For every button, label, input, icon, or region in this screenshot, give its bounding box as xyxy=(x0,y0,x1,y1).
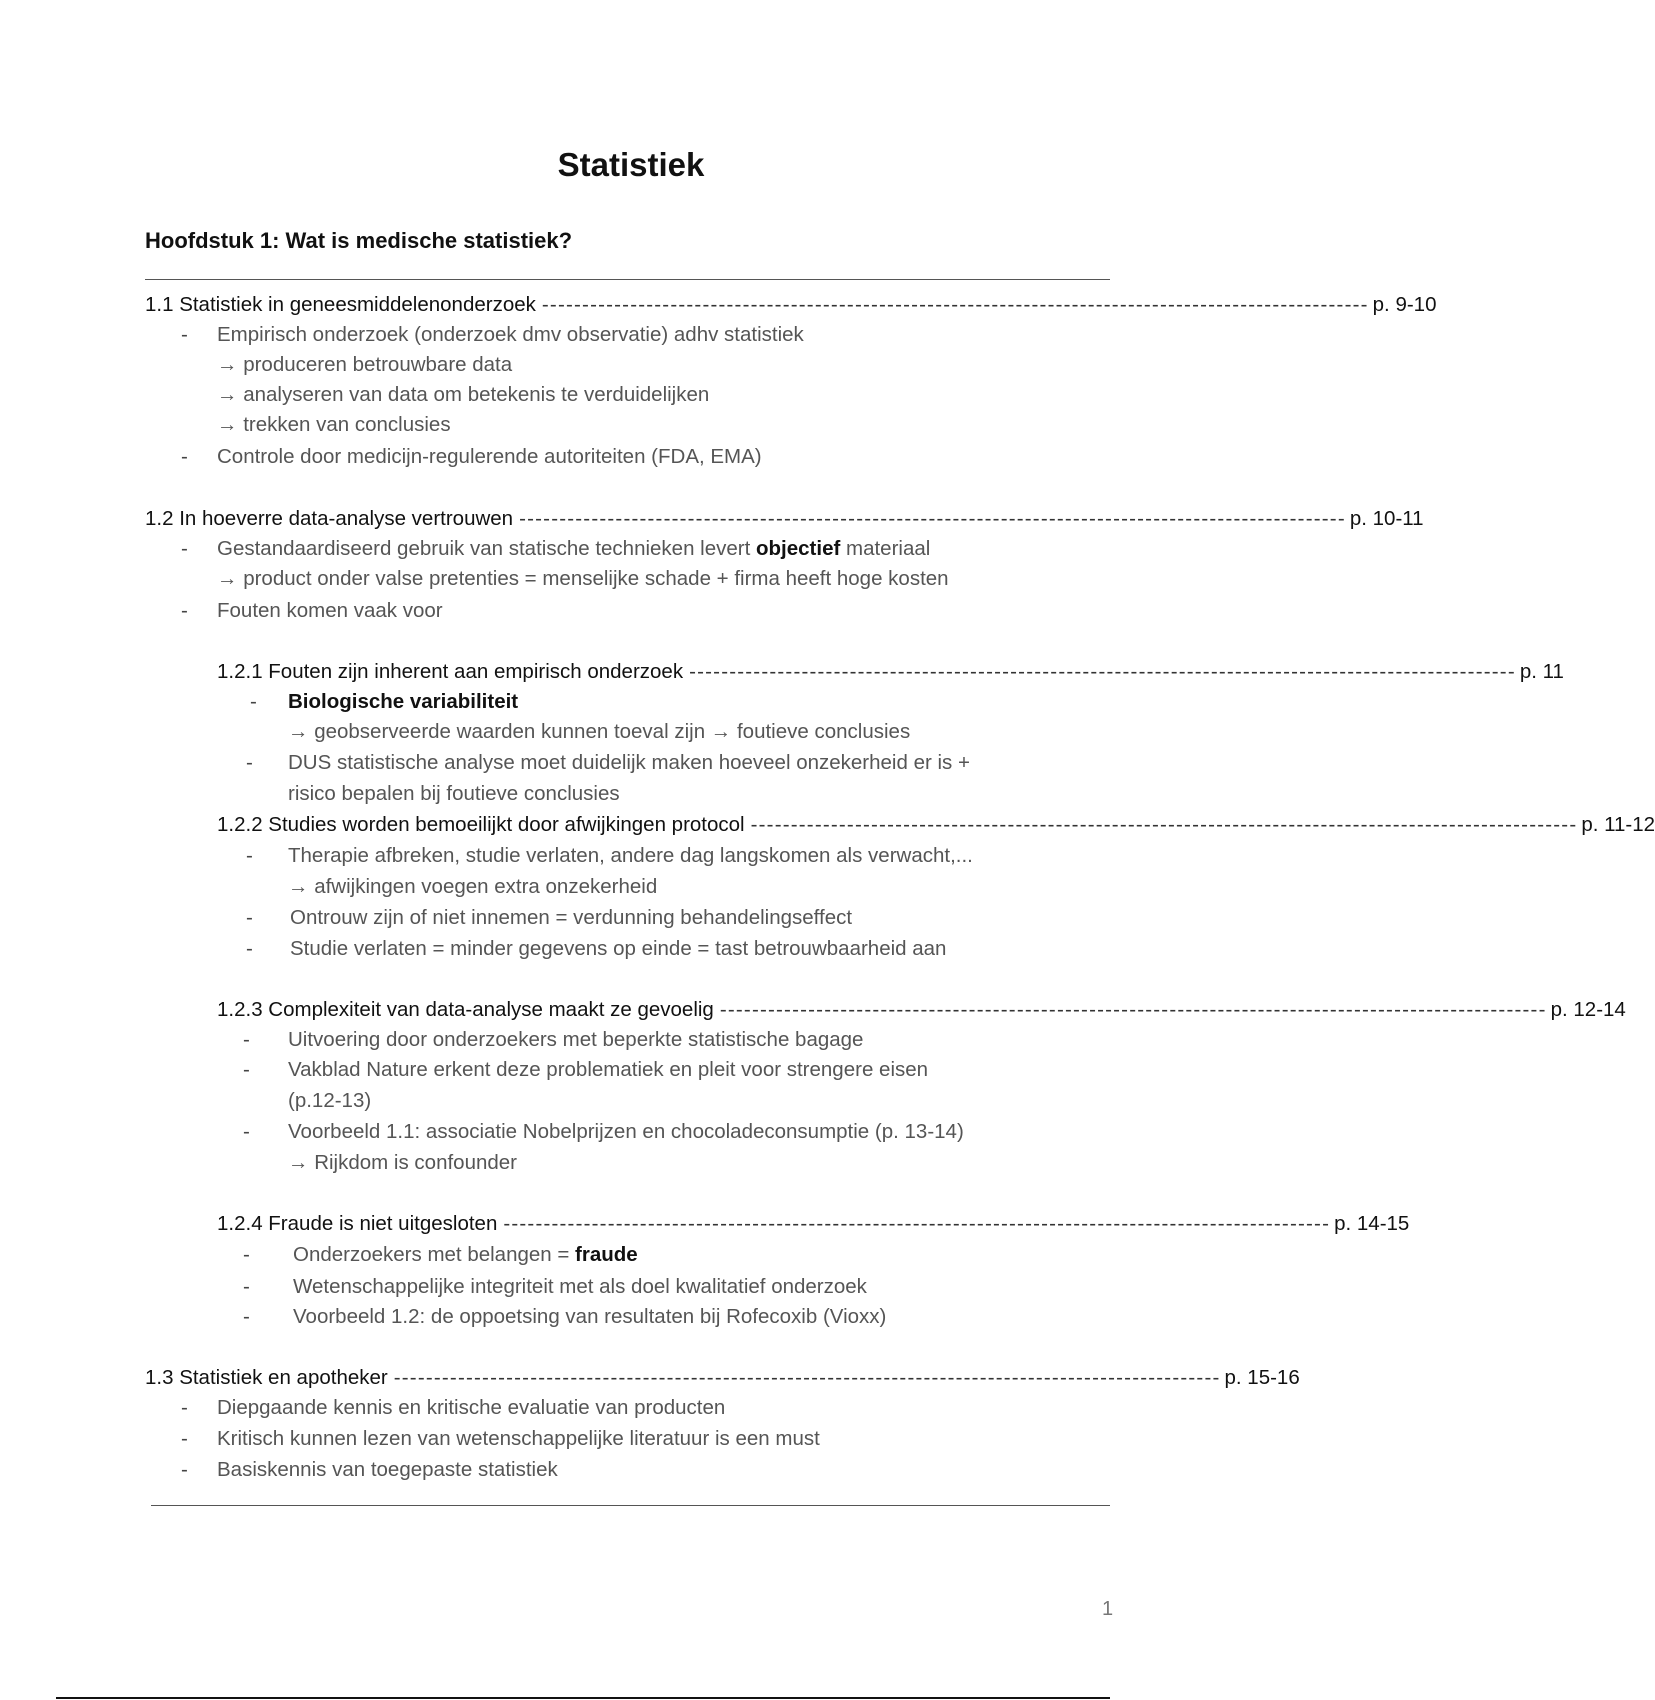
bullet-dash: - xyxy=(243,1120,250,1143)
bullet-dash: - xyxy=(181,1427,188,1450)
section-1-2-heading xyxy=(145,505,1424,533)
bullet-dash: - xyxy=(181,445,188,468)
page-bottom-edge xyxy=(56,1697,1110,1699)
leader-dots: ------------------------------------------------------------------------------------------------------- xyxy=(503,1212,1331,1235)
text-run: materiaal xyxy=(840,537,931,560)
bullet-dash: - xyxy=(246,937,253,960)
list-item: DUS statistische analyse moet duidelijk maken hoeveel onzekerheid er is + xyxy=(288,751,970,774)
section-1-2-1-page: p. 11 xyxy=(1519,660,1564,683)
bullet-dash: - xyxy=(243,1243,250,1266)
bullet-dash: - xyxy=(243,1058,250,1081)
bullet-dash: - xyxy=(181,537,188,560)
page-title: Statistiek xyxy=(557,146,705,183)
bullet-dash: - xyxy=(181,1458,188,1481)
section-1-2-1-title: 1.2.1 Fouten zijn inherent aan empirisch onderzoek xyxy=(217,660,684,683)
bullet-dash: - xyxy=(181,1396,188,1419)
chapter-heading: Hoofdstuk 1: Wat is medische statistiek? xyxy=(145,228,573,253)
list-item: Uitvoering door onderzoekers met beperkte statistische bagage xyxy=(288,1028,864,1051)
section-1-2-2-title: 1.2.2 Studies worden bemoeilijkt door afwijkingen protocol xyxy=(217,813,745,836)
bullet-dash: - xyxy=(246,906,253,929)
section-1-2-page: p. 10-11 xyxy=(1349,507,1424,530)
section-1-2-4-page: p. 14-15 xyxy=(1334,1212,1410,1235)
bullet-dash: - xyxy=(243,1305,250,1328)
leader-dots: ------------------------------------------------------------------------------------------------------- xyxy=(393,1366,1221,1389)
text-run: Onderzoekers met belangen = xyxy=(293,1243,576,1266)
list-item: → product onder valse pretenties = menselijke schade + firma heeft hoge kosten xyxy=(217,567,949,590)
emphasis-fraude: fraude xyxy=(575,1243,638,1266)
list-item: → analyseren van data om betekenis te verduidelijken xyxy=(217,383,710,406)
page-number: 1 xyxy=(1102,1598,1114,1620)
section-1-3-heading xyxy=(145,1364,1300,1392)
list-item: Therapie afbreken, studie verlaten, andere dag langskomen als verwacht,... xyxy=(288,844,973,867)
bullet-dash: - xyxy=(181,599,188,622)
section-1-2-2-heading xyxy=(217,811,1655,839)
section-1-2-4-heading xyxy=(217,1210,1410,1238)
bullet-dash: - xyxy=(250,690,257,713)
list-item: → trekken van conclusies xyxy=(217,413,451,436)
list-item: (p.12-13) xyxy=(288,1089,372,1112)
section-1-2-2-page: p. 11-12 xyxy=(1581,813,1655,836)
list-item: risico bepalen bij foutieve conclusies xyxy=(288,782,620,805)
list-item xyxy=(293,1241,638,1269)
bullet-dash: - xyxy=(243,1275,250,1298)
section-1-3-page: p. 15-16 xyxy=(1224,1366,1300,1389)
leader-dots: ------------------------------------------------------------------------------------------------------- xyxy=(519,507,1346,530)
bullet-dash: - xyxy=(243,1028,250,1051)
list-item: Studie verlaten = minder gegevens op einde = tast betrouwbaarheid aan xyxy=(290,937,947,960)
list-item: Voorbeeld 1.2: de oppoetsing van resultaten bij Rofecoxib (Vioxx) xyxy=(293,1305,887,1328)
list-item: Ontrouw zijn of niet innemen = verdunning behandelingseffect xyxy=(290,906,853,929)
list-item: Diepgaande kennis en kritische evaluatie van producten xyxy=(217,1396,726,1419)
leader-dots: ------------------------------------------------------------------------------------------------------- xyxy=(541,293,1369,316)
leader-dots: ------------------------------------------------------------------------------------------------------- xyxy=(750,813,1578,836)
list-item xyxy=(217,535,930,563)
list-item: → produceren betrouwbare data xyxy=(217,353,513,376)
bottom-divider xyxy=(151,1505,1110,1506)
list-item: → geobserveerde waarden kunnen toeval zijn → foutieve conclusies xyxy=(288,720,911,743)
leader-dots: ------------------------------------------------------------------------------------------------------- xyxy=(689,660,1516,683)
bullet-dash: - xyxy=(246,751,253,774)
bullet-dash: - xyxy=(181,323,188,346)
list-item: Basiskennis van toegepaste statistiek xyxy=(217,1458,558,1481)
section-1-1-title: 1.1 Statistiek in geneesmiddelenonderzoek xyxy=(145,293,536,316)
list-item: → afwijkingen voegen extra onzekerheid xyxy=(288,875,658,898)
section-1-2-title: 1.2 In hoeverre data-analyse vertrouwen xyxy=(145,507,514,530)
leader-dots: ------------------------------------------------------------------------------------------------------- xyxy=(719,998,1547,1021)
section-1-2-3-page: p. 12-14 xyxy=(1550,998,1626,1021)
section-1-3-title: 1.3 Statistiek en apotheker xyxy=(145,1366,388,1389)
bullet-dash: - xyxy=(246,844,253,867)
section-1-2-3-heading xyxy=(217,996,1626,1024)
list-item: Voorbeeld 1.1: associatie Nobelprijzen en chocoladeconsumptie (p. 13-14) xyxy=(288,1120,964,1143)
list-item: Kritisch kunnen lezen van wetenschappelijke literatuur is een must xyxy=(217,1427,820,1450)
list-item: Controle door medicijn-regulerende autoriteiten (FDA, EMA) xyxy=(217,445,762,468)
emphasis-objectief: objectief xyxy=(756,537,841,560)
section-1-1-page: p. 9-10 xyxy=(1372,293,1437,316)
text-run: Gestandaardiseerd gebruik van statische technieken levert xyxy=(217,537,757,560)
list-item: Empirisch onderzoek (onderzoek dmv observatie) adhv statistiek xyxy=(217,323,804,346)
list-item: Wetenschappelijke integriteit met als doel kwalitatief onderzoek xyxy=(293,1275,867,1298)
section-1-2-3-title: 1.2.3 Complexiteit van data-analyse maakt ze gevoelig xyxy=(217,998,714,1021)
list-item: Vakblad Nature erkent deze problematiek en pleit voor strengere eisen xyxy=(288,1058,929,1081)
list-item: → Rijkdom is confounder xyxy=(288,1151,518,1174)
section-1-1-heading xyxy=(145,291,1437,319)
section-1-2-1-heading xyxy=(217,658,1564,686)
section-1-2-4-title: 1.2.4 Fraude is niet uitgesloten xyxy=(217,1212,498,1235)
list-item: Fouten komen vaak voor xyxy=(217,599,443,622)
list-item: Biologische variabiliteit xyxy=(288,690,519,713)
top-divider xyxy=(145,279,1110,280)
